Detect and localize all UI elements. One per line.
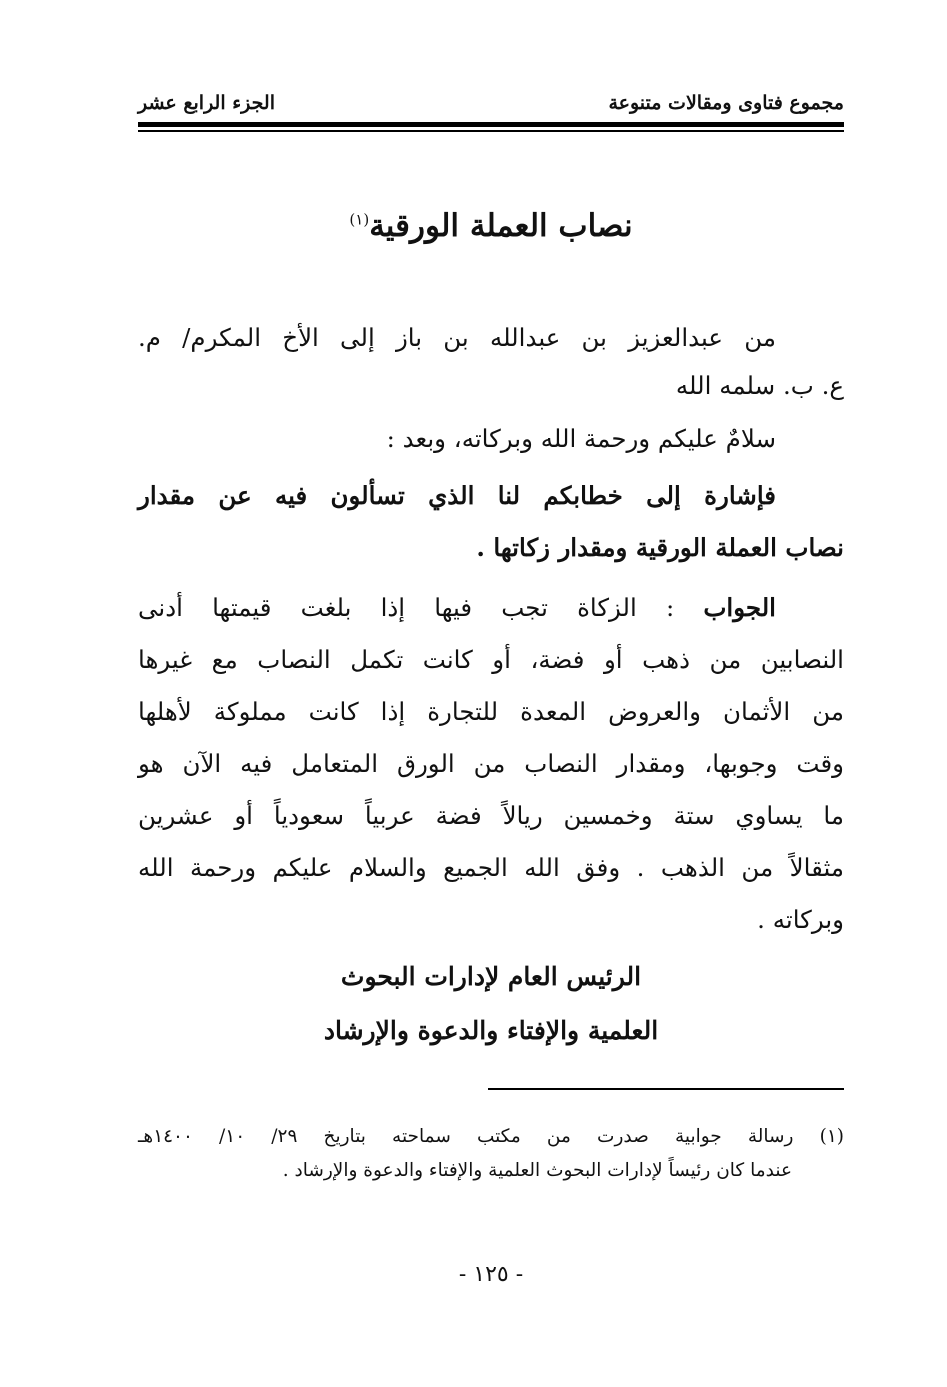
salutation-line-2: ع. ب. سلمه الله xyxy=(675,371,844,400)
greeting-line: سلامٌ عليكم ورحمة الله وبركاته، وبعد : xyxy=(386,424,776,453)
answer-label: الجواب xyxy=(703,593,776,622)
answer-line-7: وبركاته . xyxy=(757,905,844,934)
header-rule-thin xyxy=(138,130,844,132)
question-line-2: نصاب العملة الورقية ومقدار زكاتها . xyxy=(476,533,844,562)
footnote-line-1: (١) رسالة جوابية صدرت من مكتب سماحته بتاريخ ٢٩/ ١٠/ ١٤٠٠هـ xyxy=(138,1126,844,1147)
answer-line-2: النصابين من ذهب أو فضة، أو كانت تكمل النصاب مع غيرها xyxy=(138,645,844,674)
page-number: - ١٢٥ - xyxy=(458,1262,524,1287)
footnote-separator xyxy=(488,1088,844,1090)
signature-line-1: الرئيس العام لإدارات البحوث xyxy=(340,962,642,991)
footnote xyxy=(138,1120,844,1188)
article-title-text: نصاب العملة الورقية xyxy=(369,208,633,244)
letter-body xyxy=(138,312,844,574)
answer-line-4: وقت وجوبها، ومقدار النصاب من الورق المتعامل فيه الآن هو xyxy=(138,749,844,778)
header-book-title: مجموع فتاوى ومقالات متنوعة xyxy=(608,92,844,114)
running-header xyxy=(138,88,844,118)
answer-line-3: من الأثمان والعروض المعدة للتجارة إذا كانت مملوكة لأهلها xyxy=(138,697,844,726)
signature-block xyxy=(138,950,844,1058)
signature-line-2: العلمية والإفتاء والدعوة والإرشاد xyxy=(323,1016,659,1045)
answer-line-6: مثقالاً من الذهب . وفق الله الجميع والسلام عليكم ورحمة الله xyxy=(138,853,844,882)
question-line-1: فإشارة إلى خطابكم لنا الذي تسألون فيه عن مقدار xyxy=(138,481,776,510)
footnote-line-2: عندما كان رئيساً لإدارات البحوث العلمية والإفتاء والدعوة والإرشاد . xyxy=(282,1160,792,1181)
header-volume: الجزء الرابع عشر xyxy=(138,92,275,114)
answer-line-5: ما يساوي ستة وخمسين ريالاً فضة عربياً سعودياً أو عشرين xyxy=(138,801,844,830)
answer-line-1 xyxy=(138,582,844,634)
salutation-line-1: من عبدالعزيز بن عبدالله بن باز إلى الأخ المكرم/ م. xyxy=(138,323,776,352)
answer-line-1-text: : الزكاة تجب فيها إذا بلغت قيمتها أدنى xyxy=(138,593,675,622)
footnote-reference[interactable]: (١) xyxy=(349,210,370,229)
header-rule-thick xyxy=(138,122,844,127)
article-title xyxy=(138,208,844,244)
answer-body xyxy=(138,582,844,946)
